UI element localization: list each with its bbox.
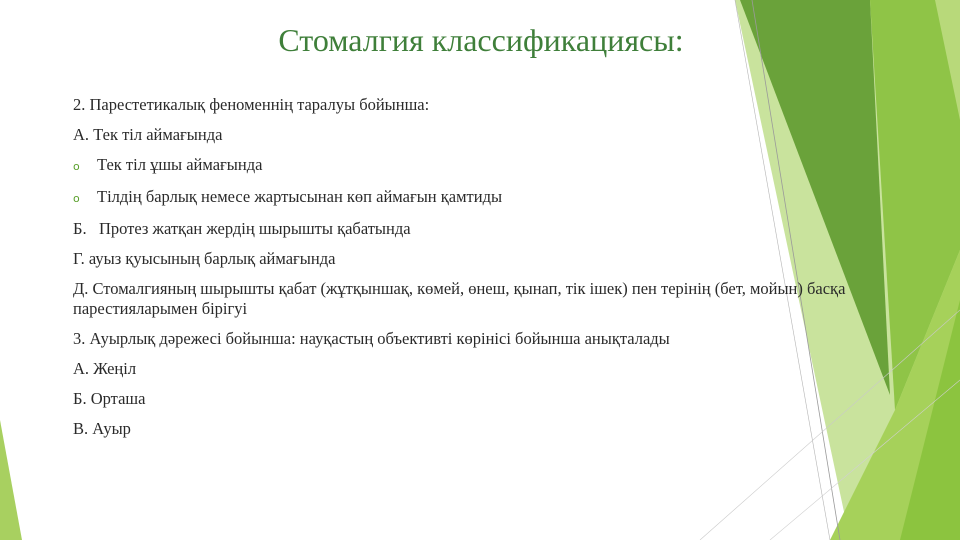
bullet-text: Тек тіл ұшы аймағында (97, 155, 263, 174)
content-line: Г. ауыз қуысының барлық аймағында (73, 249, 336, 268)
content-line: Б. Протез жатқан жердің шырышты қабатында (73, 219, 411, 238)
content-line-wrapped: Д. Стомалгияның шырышты қабат (жұтқыншақ, көмей, өнеш, қынап, тік ішек) пен терінің (бет, мойын) басқа парестияларымен бірігуі (73, 279, 846, 318)
bullet-text: Тілдің барлық немесе жартысынан көп аймағын қамтиды (97, 187, 503, 206)
content-line: 3. Ауырлық дәрежесі бойынша: науқастың объективті көрінісі бойынша анықталады (73, 329, 670, 348)
content-line: В. Ауыр (73, 419, 131, 438)
slide-content (73, 95, 863, 449)
content-line: 2. Парестетикалық феноменнің таралуы бойынша: (73, 95, 430, 114)
bullet-item (73, 187, 863, 209)
content-line: А. Тек тіл аймағында (73, 125, 223, 144)
bullet-circle-icon: o (73, 160, 80, 173)
left-corner-triangle (0, 420, 22, 540)
content-line: Б. Орташа (73, 389, 146, 408)
content-line: А. Жеңіл (73, 359, 137, 378)
bullet-circle-icon: o (73, 192, 80, 205)
slide-title: Стомалгия классификациясы: (278, 22, 684, 58)
bullet-item (73, 155, 863, 177)
